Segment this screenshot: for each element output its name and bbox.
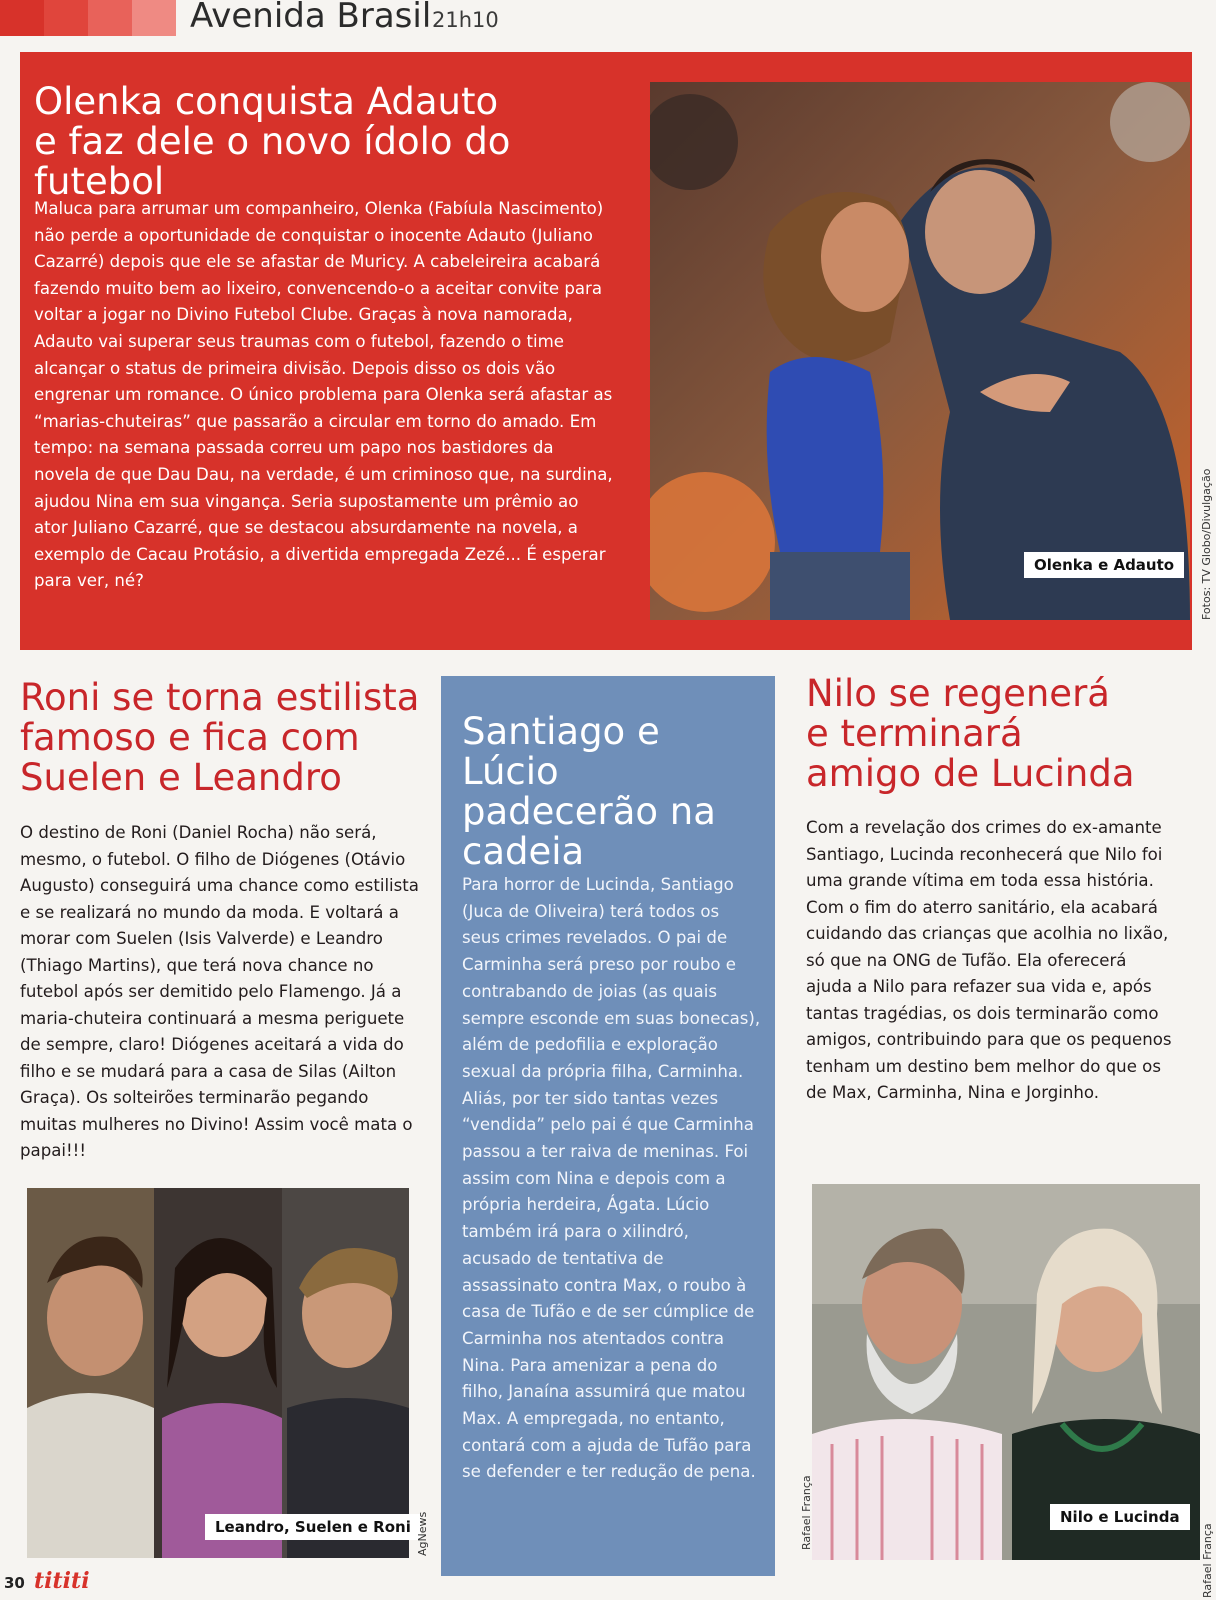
top-story-headline (34, 82, 634, 202)
header-bar-1 (0, 0, 44, 36)
header-bar-2 (44, 0, 88, 36)
header-bar-4 (132, 0, 176, 36)
air-time: 21h10 (432, 8, 499, 32)
headline-line: Suelen e Leandro (20, 756, 342, 799)
nilo-body: Com a revelação dos crimes do ex-amante Santiago, Lucinda reconhecerá que Nilo foi uma grande vítima em toda essa história. Com o fim do aterro sanitário, ela acabará cuidando das crianças que acolhia no lixão, só que na ONG de Tufão. Ela oferecerá ajuda a Nilo para refazer sua vida e, após tantas tragédias, os dois terminarão como amigos, contribuindo para que os pequenos tenham um destino bem melhor do que os de Max, Carminha, Nina e Jorginho. (806, 818, 1172, 1102)
headline-line: Roni se torna estilista (20, 676, 420, 719)
headline-line: padecerão na (462, 790, 716, 833)
photo-credit-rafael-left: Rafael França (800, 1475, 813, 1550)
section-title: Avenida Brasil (190, 0, 432, 36)
page-number: 30 (4, 1574, 25, 1592)
headline-line: e faz dele o novo ídolo do futebol (34, 120, 511, 203)
headline-line: Olenka conquista Adauto (34, 80, 499, 123)
leandro-suelen-roni-photo (27, 1188, 409, 1558)
photo-credit-agnews: AgNews (416, 1511, 429, 1556)
headline-line: Santiago e Lúcio (462, 710, 660, 793)
photo-caption-olenka-adauto: Olenka e Adauto (1024, 552, 1184, 578)
olenka-adauto-photo (650, 82, 1190, 620)
headline-line: Nilo se regenerá (806, 672, 1110, 715)
photo-caption-trio: Leandro, Suelen e Roni (205, 1514, 421, 1540)
santiago-body: Para horror de Lucinda, Santiago (Juca de Oliveira) terá todos os seus crimes revelados. O pai de Carminha será preso por roubo e contrabando de joias (as quais sempre esconde em suas bonecas), além de pedofilia e exploração sexual da própria filha, Carminha. Aliás, por ter sido tantas vezes “vendida” pelo pai é que Carminha passou a ter raiva de meninas. Foi assim com Nina e depois com a própria herdeira, Ágata. Lúcio também irá para o xilindró, acusado de tentativa de assassinato contra Max, o roubo à casa de Tufão e de ser cúmplice de Carminha nos atentados contra Nina. Para amenizar a pena do filho, Janaína assumirá que matou Max. A empregada, no entanto, contará com a ajuda de Tufão para se defender e ter redução de pena. (462, 875, 761, 1482)
magazine-logo: tititi (34, 1568, 90, 1594)
top-story-body: Maluca para arrumar um companheiro, Olenka (Fabíula Nascimento) não perde a oportunidade de conquistar o inocente Adauto (Juliano Cazarré) depois que ele se afastar de Muricy. A cabeleireira acabará fazendo muito bem ao lixeiro, convencendo-o a aceitar convite para voltar a jogar no Divino Futebol Clube. Graças à nova namorada, Adauto vai superar seus traumas com o futebol, fazendo o time alcançar o status de primeira divisão. Depois disso os dois vão engrenar um romance. O único problema para Olenka será afastar as “marias-chuteiras” que passarão a circular em torno do amado. Em tempo: na semana passada correu um papo nos bastidores da novela de que Dau Dau, na verdade, é um criminoso que, na surdina, ajudou Nina em sua vingança. Seria supostamente um prêmio ao ator Juliano Cazarré, que se destacou absurdamente na novela, a exemplo de Cacau Protásio, a divertida empregada Zezé... É esperar para ver, né? (34, 199, 613, 591)
headline-line: amigo de Lucinda (806, 752, 1135, 795)
santiago-headline (462, 712, 762, 872)
headline-line: cadeia (462, 830, 585, 873)
header-bar-3 (88, 0, 132, 36)
photo-caption-nilo-lucinda: Nilo e Lucinda (1050, 1504, 1190, 1530)
roni-body: O destino de Roni (Daniel Rocha) não será, mesmo, o futebol. O filho de Diógenes (Otávio Augusto) conseguirá uma chance como estilista e se realizará no mundo da moda. E voltará a morar com Suelen (Isis Valverde) e Leandro (Thiago Martins), que terá nova chance no futebol após ser demitido pelo Flamengo. Já a maria-chuteira continuará a mesma periguete de sempre, claro! Diógenes aceitará a vida do filho e se mudará para a casa de Silas (Ailton Graça). Os solteirões terminarão pegando muitas mulheres no Divino! Assim você mata o papai!!! (20, 823, 419, 1160)
trio-photo-illustration (27, 1188, 409, 1558)
kiss-photo-illustration (650, 82, 1190, 620)
nilo-headline (806, 674, 1206, 794)
roni-headline (20, 678, 430, 798)
headline-line: e terminará (806, 712, 1023, 755)
headline-line: famoso e fica com (20, 716, 360, 759)
header-color-bars (0, 0, 176, 36)
photo-credit-rafael-right: Rafael França (1201, 1523, 1214, 1598)
photo-credit: Fotos: TV Globo/Divulgação (1200, 468, 1213, 620)
